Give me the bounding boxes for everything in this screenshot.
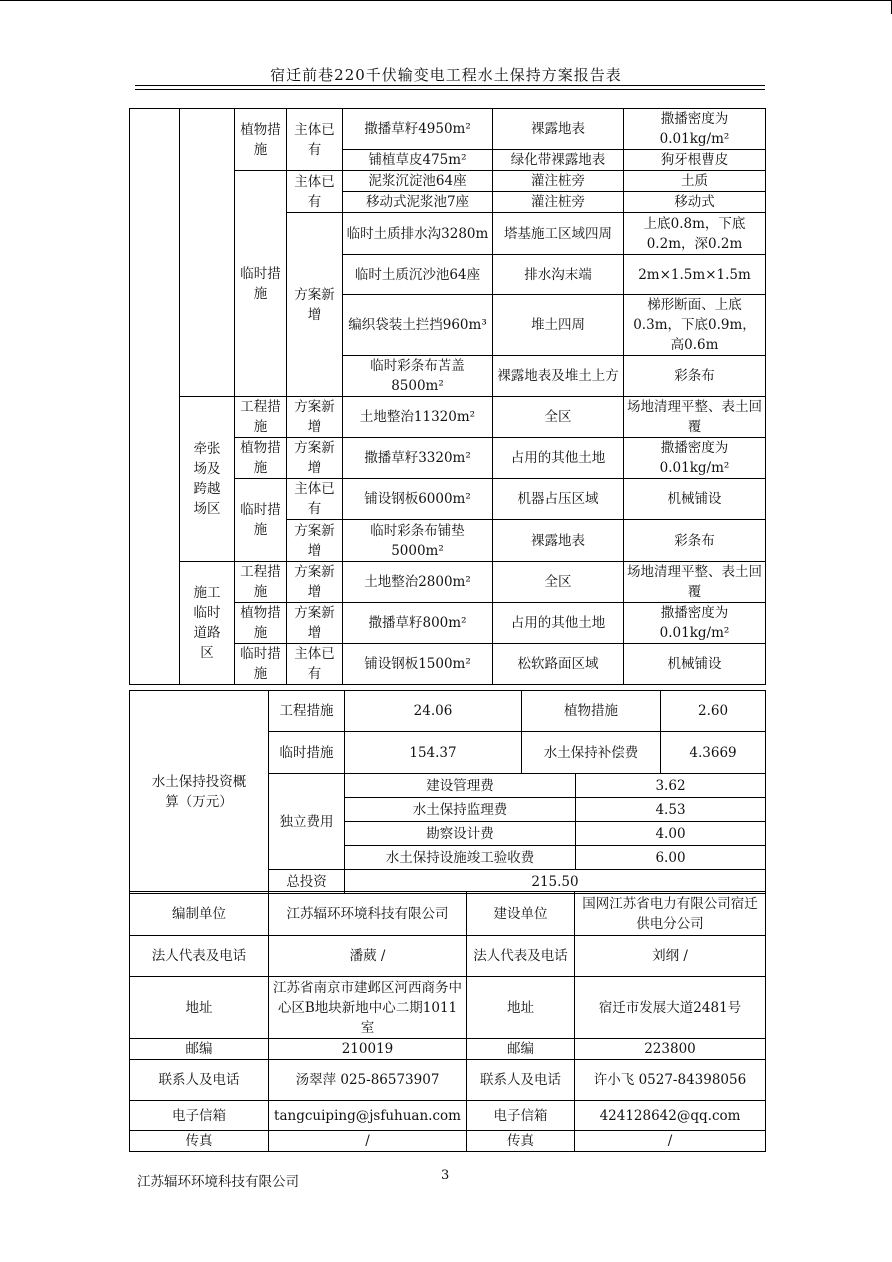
indep-name: 水土保持监理费 xyxy=(345,798,576,822)
legal-b: 刘纲 / xyxy=(575,936,766,977)
spec-cell: 彩条布 xyxy=(624,356,766,397)
fax-a: / xyxy=(269,1131,467,1152)
measure-cell: 撒播草籽800m² xyxy=(343,603,493,644)
temp-value: 154.37 xyxy=(345,732,522,774)
location-cell: 塔基施工区域四周 xyxy=(493,213,624,255)
contact-a: 汤翠萍 025-86573907 xyxy=(269,1060,467,1101)
veg-label: 植物措施 xyxy=(522,691,661,732)
page-top-border xyxy=(0,0,892,1)
unit-label-b: 建设单位 xyxy=(467,892,575,936)
measure-cell: 临时土质沉沙池64座 xyxy=(343,255,493,295)
email-label-a: 电子信箱 xyxy=(130,1101,269,1131)
spec-cell: 狗牙根曹皮 xyxy=(624,150,766,171)
measure-cell: 临时彩条布苫盖8500m² xyxy=(343,356,493,397)
category-cell: 工程措施 xyxy=(235,562,287,603)
zone-cell-tower-sub xyxy=(180,109,235,397)
category-cell: 植物措施 xyxy=(235,603,287,644)
page-title: 宿迁前巷220千伏输变电工程水土保持方案报告表 xyxy=(270,66,622,84)
page-number: 3 xyxy=(441,1168,450,1183)
indep-value: 6.00 xyxy=(576,846,766,870)
source-cell: 方案新增 xyxy=(287,213,343,397)
investment-table xyxy=(129,690,766,894)
addr-b: 宿迁市发展大道2481号 xyxy=(575,977,766,1039)
source-cell: 主体已有 xyxy=(287,479,343,520)
legal-a: 潘葳 / xyxy=(269,936,467,977)
spec-cell: 梯形断面、上底0.3m，下底0.9m，高0.6m xyxy=(624,295,766,356)
contact-label-b: 联系人及电话 xyxy=(467,1060,575,1101)
spec-cell: 机械铺设 xyxy=(624,644,766,685)
location-cell: 全区 xyxy=(493,562,624,603)
spec-cell: 土质 xyxy=(624,171,766,192)
contacts-table xyxy=(129,891,766,1152)
location-cell: 松软路面区域 xyxy=(493,644,624,685)
category-cell: 植物措施 xyxy=(235,438,287,479)
contact-label-a: 联系人及电话 xyxy=(130,1060,269,1101)
measure-cell: 土地整治11320m² xyxy=(343,397,493,438)
spec-cell: 场地清理平整、表土回覆 xyxy=(624,562,766,603)
location-cell: 灌注桩旁 xyxy=(493,192,624,213)
spec-cell: 撒播密度为0.01kg/m² xyxy=(624,603,766,644)
measure-cell: 土地整治2800m² xyxy=(343,562,493,603)
source-cell: 主体已有 xyxy=(287,171,343,213)
source-cell: 方案新增 xyxy=(287,397,343,438)
zone-label-pull: 牵张场及跨越场区 xyxy=(180,397,235,562)
eng-value: 24.06 xyxy=(345,691,522,732)
location-cell: 裸露地表 xyxy=(493,109,624,150)
indep-name: 勘察设计费 xyxy=(345,822,576,846)
indep-value: 4.53 xyxy=(576,798,766,822)
indep-name: 建设管理费 xyxy=(345,774,576,798)
category-cell: 植物措施 xyxy=(235,109,287,171)
fax-label-a: 传真 xyxy=(130,1131,269,1152)
spec-cell: 2m×1.5m×1.5m xyxy=(624,255,766,295)
legal-label-b: 法人代表及电话 xyxy=(467,936,575,977)
veg-value: 2.60 xyxy=(661,691,766,732)
indep-value: 4.00 xyxy=(576,822,766,846)
total-value: 215.50 xyxy=(345,870,766,894)
location-cell: 占用的其他土地 xyxy=(493,438,624,479)
location-cell: 裸露地表 xyxy=(493,520,624,562)
measure-cell: 铺设钢板1500m² xyxy=(343,644,493,685)
source-cell: 主体已有 xyxy=(287,109,343,171)
unit-b: 国网江苏省电力有限公司宿迁供电分公司 xyxy=(575,892,766,936)
email-label-b: 电子信箱 xyxy=(467,1101,575,1131)
zone-label-road: 施工临时道路区 xyxy=(180,562,235,685)
indep-value: 3.62 xyxy=(576,774,766,798)
spec-cell: 移动式 xyxy=(624,192,766,213)
investment-label: 水土保持投资概算（万元） xyxy=(130,691,269,894)
measure-cell: 铺设钢板6000m² xyxy=(343,479,493,520)
total-label: 总投资 xyxy=(269,870,345,894)
source-cell: 方案新增 xyxy=(287,603,343,644)
fax-label-b: 传真 xyxy=(467,1131,575,1152)
location-cell: 堆土四周 xyxy=(493,295,624,356)
footer-company: 江苏辐环环境科技有限公司 xyxy=(137,1174,299,1190)
location-cell: 排水沟末端 xyxy=(493,255,624,295)
header-rule xyxy=(135,85,765,86)
category-cell: 临时措施 xyxy=(235,644,287,685)
legal-label-a: 法人代表及电话 xyxy=(130,936,269,977)
contact-b: 许小飞 0527-84398056 xyxy=(575,1060,766,1101)
temp-label: 临时措施 xyxy=(269,732,345,774)
source-cell: 方案新增 xyxy=(287,520,343,562)
unit-a: 江苏辐环环境科技有限公司 xyxy=(269,892,467,936)
email-a: tangcuiping@jsfuhuan.com xyxy=(269,1101,467,1131)
spec-cell: 撒播密度为0.01kg/m² xyxy=(624,438,766,479)
fax-b: / xyxy=(575,1131,766,1152)
measure-cell: 移动式泥浆池7座 xyxy=(343,192,493,213)
spec-cell: 彩条布 xyxy=(624,520,766,562)
unit-label-a: 编制单位 xyxy=(130,892,269,936)
comp-label: 水土保持补偿费 xyxy=(522,732,661,774)
location-cell: 绿化带裸露地表 xyxy=(493,150,624,171)
addr-a: 江苏省南京市建邺区河西商务中心区B地块新地中心二期1011室 xyxy=(269,977,467,1039)
category-cell: 临时措施 xyxy=(235,479,287,562)
spec-cell: 上底0.8m，下底0.2m，深0.2m xyxy=(624,213,766,255)
zip-label-a: 邮编 xyxy=(130,1039,269,1060)
location-cell: 占用的其他土地 xyxy=(493,603,624,644)
location-cell: 全区 xyxy=(493,397,624,438)
eng-label: 工程措施 xyxy=(269,691,345,732)
indep-name: 水土保持设施竣工验收费 xyxy=(345,846,576,870)
zone-column-blank xyxy=(130,109,180,685)
indep-label: 独立费用 xyxy=(269,774,345,870)
spec-cell: 场地清理平整、表土回覆 xyxy=(624,397,766,438)
measure-cell: 临时彩条布铺垫5000m² xyxy=(343,520,493,562)
zip-b: 223800 xyxy=(575,1039,766,1060)
spec-cell: 撒播密度为0.01kg/m² xyxy=(624,109,766,150)
addr-label-b: 地址 xyxy=(467,977,575,1039)
source-cell: 方案新增 xyxy=(287,562,343,603)
source-cell: 方案新增 xyxy=(287,438,343,479)
zip-label-b: 邮编 xyxy=(467,1039,575,1060)
measure-cell: 泥浆沉淀池64座 xyxy=(343,171,493,192)
comp-value: 4.3669 xyxy=(661,732,766,774)
measure-cell: 撒播草籽3320m² xyxy=(343,438,493,479)
location-cell: 灌注桩旁 xyxy=(493,171,624,192)
zip-a: 210019 xyxy=(269,1039,467,1060)
location-cell: 裸露地表及堆土上方 xyxy=(493,356,624,397)
location-cell: 机器占压区域 xyxy=(493,479,624,520)
source-cell: 主体已有 xyxy=(287,644,343,685)
category-cell: 工程措施 xyxy=(235,397,287,438)
measure-cell: 撒播草籽4950m² xyxy=(343,109,493,150)
measure-cell: 铺植草皮475m² xyxy=(343,150,493,171)
header-rule-thin xyxy=(135,89,765,90)
spec-cell: 机械铺设 xyxy=(624,479,766,520)
measure-cell: 临时土质排水沟3280m xyxy=(343,213,493,255)
email-b: 424128642@qq.com xyxy=(575,1101,766,1131)
category-cell: 临时措施 xyxy=(235,171,287,397)
measure-cell: 编织袋装土拦挡960m³ xyxy=(343,295,493,356)
addr-label-a: 地址 xyxy=(130,977,269,1039)
measures-table-full xyxy=(129,108,766,685)
